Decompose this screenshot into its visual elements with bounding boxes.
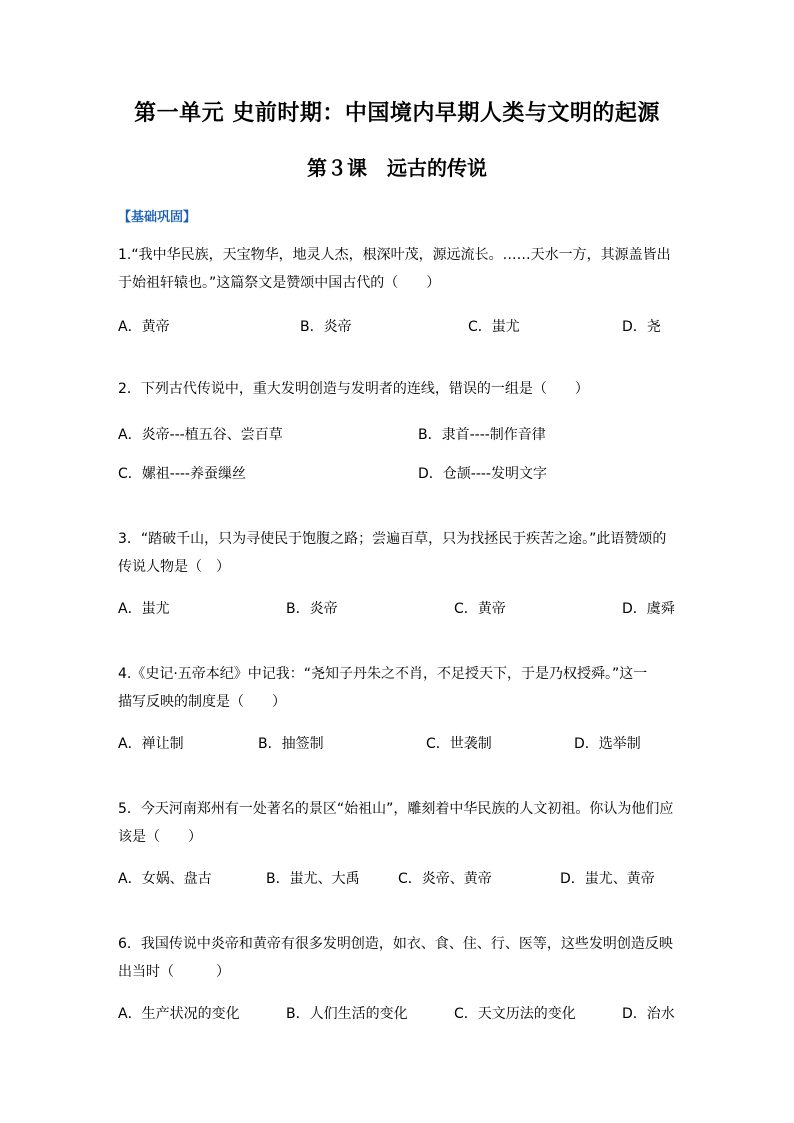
question-5-option-c: C．炎帝、黄帝 [398, 871, 492, 887]
question-6-option-d: D．治水 [622, 1006, 675, 1022]
question-4-line-1: 4.《史记·五帝本纪》中记我：“尧知子丹朱之不肖，不足授天下，于是乃权授舜。”这一 [118, 666, 648, 682]
question-3-option-d: D．虞舜 [622, 601, 675, 617]
question-6-option-c: C．天文历法的变化 [454, 1006, 576, 1022]
question-6-option-b: B．人们生活的变化 [286, 1006, 408, 1022]
question-3-option-b: B．炎帝 [286, 601, 338, 617]
question-2-option-c: C．嫘祖----养蚕缫丝 [118, 466, 246, 482]
question-4-option-d: D．选举制 [574, 736, 641, 752]
question-1-line-1: 1.“我中华民族，天宝物华，地灵人杰，根深叶茂，源远流长。……天水一方，其源盖皆出 [118, 247, 671, 263]
unit-title: 第一单元 史前时期：中国境内早期人类与文明的起源 [134, 100, 660, 126]
question-6-option-a: A．生产状况的变化 [118, 1006, 240, 1022]
question-4-option-c: C．世袭制 [426, 736, 492, 752]
lesson-title: 第３课 远古的传说 [307, 156, 487, 180]
question-4-option-b: B．抽签制 [258, 736, 324, 752]
question-5-line-2: 该是（ ） [118, 829, 202, 845]
question-2-option-b: B．隶首----制作音律 [418, 427, 546, 443]
question-3-option-a: A．蚩尤 [118, 601, 170, 617]
question-5-option-a: A．女娲、盘古 [118, 871, 212, 887]
question-5-option-d: D．蚩尤、黄帝 [560, 871, 655, 887]
question-2-option-a: A．炎帝---植五谷、尝百草 [118, 427, 283, 443]
question-5-option-b: B．蚩尤、大禹 [266, 871, 360, 887]
question-6-line-1: 6．我国传说中炎帝和黄帝有很多发明创造，如衣、食、住、行、医等，这些发明创造反映 [118, 936, 673, 952]
question-3-option-c: C．黄帝 [454, 601, 506, 617]
question-1-line-2: 于始祖轩辕也。”这篇祭文是赞颂中国古代的（ ） [118, 275, 441, 291]
question-3-line-1: 3．“踏破千山，只为寻使民于饱腹之路；尝遍百草，只为找拯民于疾苦之途。”此语赞颂的 [118, 531, 667, 547]
question-1-option-b: B．炎帝 [300, 319, 352, 335]
question-2-option-d: D．仓颉----发明文字 [418, 466, 547, 482]
question-1-option-c: C．蚩尤 [468, 319, 520, 335]
question-4-line-2: 描写反映的制度是（ ） [118, 694, 286, 710]
question-1-option-a: A．黄帝 [118, 319, 170, 335]
question-6-line-2: 出当时（ ） [118, 964, 230, 980]
question-5-line-1: 5．今天河南郑州有一处著名的景区“始祖山”，雕刻着中华民族的人文初祖。你认为他们应 [118, 801, 674, 817]
section-label: 【基础巩固】 [118, 210, 197, 225]
question-2-line-1: 2．下列古代传说中，重大发明创造与发明者的连线，错误的一组是（ ） [118, 381, 589, 397]
question-4-option-a: A．禅让制 [118, 736, 184, 752]
question-1-option-d: D．尧 [622, 319, 661, 335]
question-3-line-2: 传说人物是（ ） [118, 559, 230, 575]
